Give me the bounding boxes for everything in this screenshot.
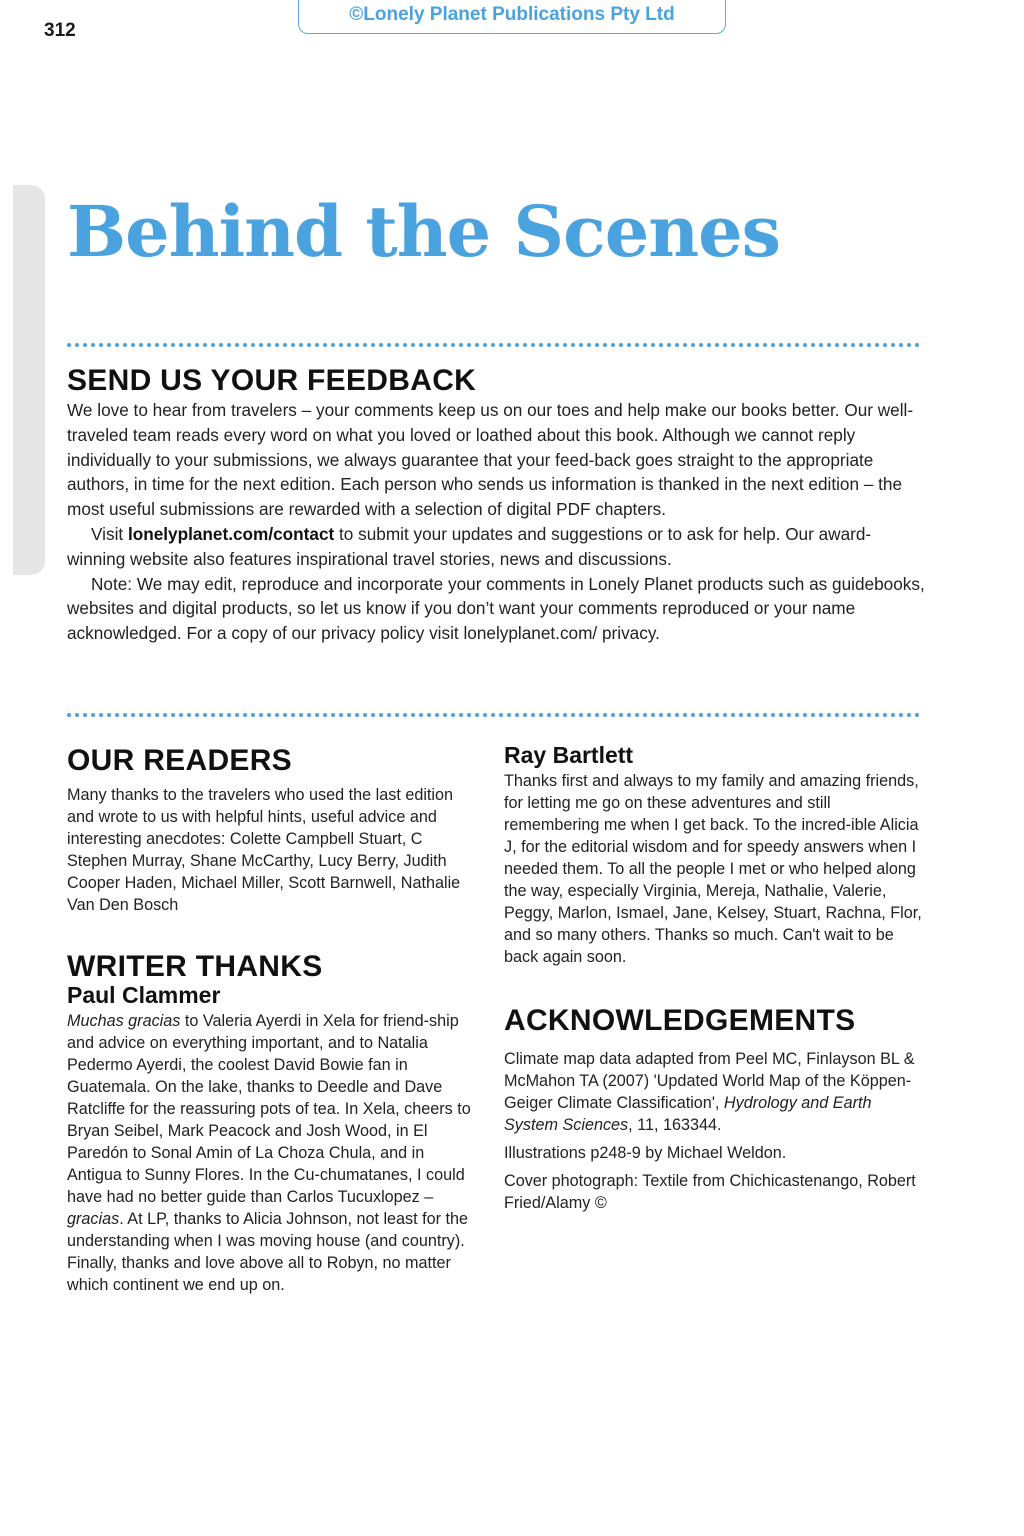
- page-title: Behind the Scenes: [67, 190, 781, 273]
- readers-heading: OUR READERS: [67, 744, 292, 777]
- ack-climate: [504, 1048, 922, 1136]
- right-column: [504, 744, 922, 1214]
- feedback-visit-rest: to submit your updates and suggestions or to ask for help. Our award-winning website also features inspirational travel stories, news and discussions.: [67, 523, 872, 569]
- feedback-paragraph-1: We love to hear from travelers – your comments keep us on our toes and help make our books better. Our well-traveled team reads every word on what you loved or loathed about this book. Although we cannot reply individually to your submissions, we always guarantee that your feed-back goes straight to the appropriate authors, in time for the next edition. Each person who sends us information is thanked in the next edition – the most useful submissions are rewarded with a selection of digital PDF chapters.: [67, 400, 914, 520]
- divider-bottom: [67, 713, 920, 717]
- writer-thanks-heading: WRITER THANKS: [67, 950, 323, 983]
- writer-name-ray: Ray Bartlett: [504, 742, 634, 768]
- copyright-banner: ©Lonely Planet Publications Pty Ltd: [298, 0, 726, 34]
- writer-text-paul: [67, 1010, 477, 1296]
- ack-illustrations: Illustrations p248-9 by Michael Weldon.: [504, 1144, 787, 1162]
- divider-top: [67, 343, 920, 347]
- acknowledgements-heading: ACKNOWLEDGEMENTS: [504, 1004, 856, 1037]
- writer-text-ray: Thanks first and always to my family and amazing friends, for letting me go on these adventures and still remembering me when I get back. To the incred-ible Alicia J, for the editorial wisdom and for speedy answers when I needed them. To all the people I met or who helped along the way, especially Virginia, Mereja, Nathalie, Valerie, Peggy, Marlon, Ismael, Jane, Kelsey, Stuart, Rachna, Flor, and so many others. Thanks so much. Can't wait to be back again soon.: [504, 772, 922, 966]
- feedback-paragraph-3: Note: We may edit, reproduce and incorporate your comments in Lonely Planet products such as guidebooks, websites and digital products, so let us know if you don’t want your comments reproduced or your name acknowledged. For a copy of our privacy policy visit lonelyplanet.com/ privacy.: [67, 573, 925, 644]
- side-tab: [13, 185, 45, 575]
- ack-climate-pre: Climate map data adapted from Peel MC, Finlayson BL & McMahon TA (2007) 'Updated World Map of the Köppen-Geiger Climate Classification',: [504, 1050, 915, 1112]
- contact-link[interactable]: lonelyplanet.com/contact: [127, 523, 335, 544]
- feedback-heading: SEND US YOUR FEEDBACK: [67, 364, 477, 397]
- paul-text-a: to Valeria Ayerdi in Xela for friend-ship and advice on everything important, and to Natalia Pedermo Ayerdi, the coolest David Bowie fan in Guatemala. On the lake, thanks to Deedle and Dave Ratcliffe for the reassuring pots of tea. In Xela, cheers to Bryan Seibel, Mark Peacock and Josh Wood, in El Paredón to Sonal Amin of La Choza Chula, and in Antigua to Sunny Flores. In the Cu-chumatanes, I could have had no better guide than Carlos Tucuxlopez –: [67, 1012, 471, 1206]
- ack-climate-journal: Hydrology and Earth System Sciences: [504, 1094, 872, 1134]
- feedback-visit-text: Visit: [91, 523, 128, 544]
- page-number: 312: [44, 20, 76, 41]
- readers-text: Many thanks to the travelers who used the last edition and wrote to us with helpful hints, useful advice and interesting anecdotes: Colette Campbell Stuart, C Stephen Murray, Shane McCarthy, Lucy Berry, Judith Cooper Haden, Michael Miller, Scott Barnwell, Nathalie Van Den Bosch: [67, 786, 461, 914]
- paul-italic-mid: gracias: [67, 1210, 120, 1228]
- ack-climate-post: , 11, 163344.: [628, 1116, 722, 1134]
- paul-text-b: . At LP, thanks to Alicia Johnson, not least for the understanding when I was moving house (and country). Finally, thanks and love above all to Robyn, no matter which continent we end up on.: [67, 1210, 469, 1294]
- writer-name-paul: Paul Clammer: [67, 982, 221, 1008]
- paul-italic-start: Muchas gracias: [67, 1012, 181, 1030]
- feedback-paragraph-2: [67, 522, 927, 572]
- left-column: [67, 744, 477, 1296]
- feedback-section: [67, 364, 927, 646]
- ack-cover: Cover photograph: Textile from Chichicastenango, Robert Fried/Alamy ©: [504, 1172, 916, 1212]
